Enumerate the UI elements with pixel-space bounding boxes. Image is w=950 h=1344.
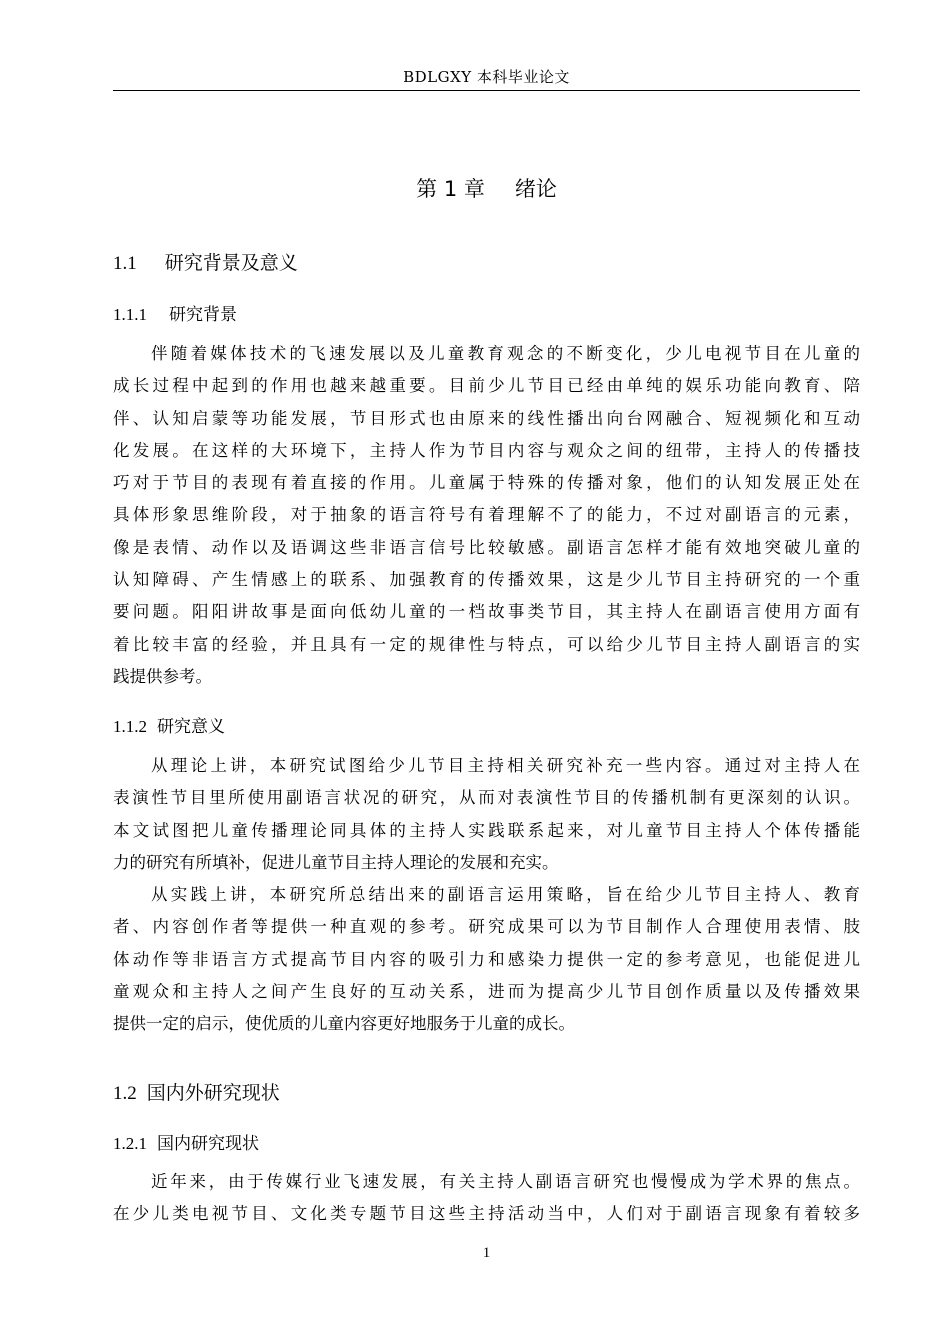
section-number: 1.2 (113, 1083, 137, 1104)
section-number: 1.1.1 (113, 305, 147, 324)
text-line: 认知障碍、产生情感上的联系、加强教育的传播效果，这是少儿节目主持研究的一个重 (113, 570, 860, 590)
text-line: 本文试图把儿童传播理论同具体的主持人实践联系起来，对儿童节目主持人个体传播能 (113, 820, 860, 840)
chapter-title (113, 173, 860, 203)
section-title: 国内研究现状 (157, 1134, 259, 1154)
text-line: 近年来，由于传媒行业飞速发展，有关主持人副语言研究也慢慢成为学术界的焦点。 (151, 1172, 860, 1191)
section-heading-1-1-2 (113, 712, 225, 737)
running-header: BDLGXY 本科毕业论文 (403, 68, 570, 86)
paragraph-significance-theory (113, 750, 860, 879)
text-line: 伴、认知启蒙等功能发展，节目形式也由原来的线性播出向台网融合、短视频化和互动 (113, 408, 860, 428)
section-title: 国内外研究现状 (146, 1082, 280, 1104)
text-line: 力的研究有所填补，促进儿童节目主持人理论的发展和充实。 (113, 852, 559, 872)
text-line: 成长过程中起到的作用也越来越重要。目前少儿节目已经由单纯的娱乐功能向教育、陪 (113, 376, 860, 396)
text-line: 提供一定的启示，使优质的儿童内容更好地服务于儿童的成长。 (113, 1014, 575, 1034)
paragraph-significance-practice (113, 879, 860, 1040)
text-line: 要问题。阳阳讲故事是面向低幼儿童的一档故事类节目，其主持人在副语言使用方面有 (113, 602, 860, 622)
text-line: 童观众和主持人之间产生良好的互动关系，进而为提高少儿节目创作质量以及传播效果 (113, 981, 860, 1001)
section-number: 1.1 (113, 253, 137, 274)
header-rule (113, 90, 860, 91)
section-heading-1-1-1 (113, 300, 237, 325)
text-line: 着比较丰富的经验，并且具有一定的规律性与特点，可以给少儿节目主持人副语言的实 (113, 634, 860, 654)
text-line: 者、内容创作者等提供一种直观的参考。研究成果可以为节目制作人合理使用表情、肢 (113, 917, 860, 937)
text-line: 具体形象思维阶段，对于抽象的语言符号有着理解不了的能力，不过对副语言的元素， (113, 505, 860, 525)
text-line: 像是表情、动作以及语调这些非语言信号比较敏感。副语言怎样才能有效地突破儿童的 (113, 537, 860, 557)
text-line: 在少儿类电视节目、文化类专题节目这些主持活动当中，人们对于副语言现象有着较多 (113, 1204, 860, 1224)
section-heading-1-2-1 (113, 1129, 259, 1154)
section-number: 1.2.1 (113, 1134, 147, 1153)
paragraph-background (113, 338, 860, 693)
section-title: 研究意义 (157, 717, 225, 737)
text-line: 从理论上讲，本研究试图给少儿节目主持相关研究补充一些内容。通过对主持人在 (151, 756, 860, 775)
chapter-name: 绪论 (514, 177, 557, 201)
page-number: 1 (482, 1245, 491, 1261)
text-line: 表演性节目里所使用副语言状况的研究，从而对表演性节目的传播机制有更深刻的认识。 (113, 788, 860, 808)
section-number: 1.1.2 (113, 717, 147, 736)
section-title: 研究背景及意义 (164, 252, 298, 274)
text-line: 伴随着媒体技术的飞速发展以及儿童教育观念的不断变化，少儿电视节目在儿童的 (151, 344, 860, 363)
section-title: 研究背景 (169, 305, 237, 325)
text-line: 从实践上讲，本研究所总结出来的副语言运用策略，旨在给少儿节目主持人、教育 (151, 885, 860, 904)
text-line: 体动作等非语言方式提高节目内容的吸引力和感染力提供一定的参考意见，也能促进儿 (113, 949, 860, 969)
paragraph-domestic (113, 1166, 860, 1231)
text-line: 巧对于节目的表现有着直接的作用。儿童属于特殊的传播对象，他们的认知发展正处在 (113, 473, 860, 493)
section-heading-1-1 (113, 248, 298, 275)
text-line: 化发展。在这样的大环境下，主持人作为节目内容与观众之间的纽带，主持人的传播技 (113, 440, 860, 460)
section-heading-1-2 (113, 1078, 280, 1105)
chapter-number: 第 1 章 (416, 177, 485, 201)
text-line: 践提供参考。 (113, 666, 212, 686)
